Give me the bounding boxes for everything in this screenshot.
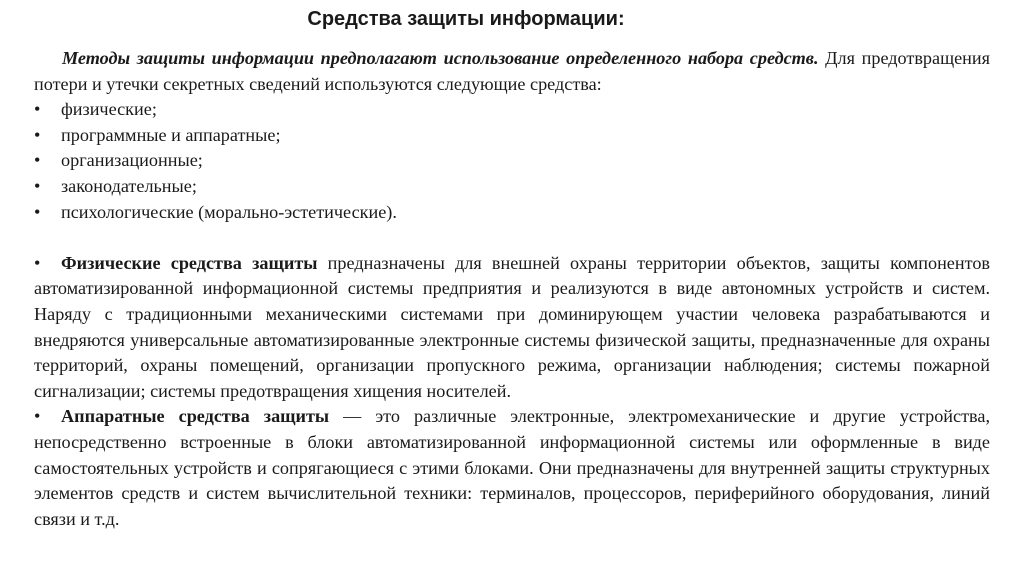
bullet-icon: • <box>34 124 41 145</box>
list-item-text: программные и аппаратные; <box>61 124 281 145</box>
physical-means-text: предназначены для внешней охраны территории объектов, защиты компонентов автоматизированной информационной системы предприятия и реализуются в виде автономных устройств и систем. Наряду с традиционными механическими системами при доминирующем участии человека разрабатываются и внедряются универсальные автоматизированные электронные системы физической защиты, предназначенные для охраны территорий, охраны помещений, организации пропускного режима, организации наблюдения; системы пожарной сигнализации; системы предотвращения хищения носителей. <box>34 252 990 401</box>
list-item <box>34 200 990 226</box>
list-item <box>34 97 990 123</box>
physical-means-paragraph <box>34 251 990 405</box>
intro-paragraph <box>34 46 990 97</box>
list-item <box>34 148 990 174</box>
bullet-icon: • <box>34 252 41 273</box>
bullet-icon: • <box>34 175 41 196</box>
bullet-icon: • <box>34 150 41 171</box>
list-item-text: организационные; <box>61 150 203 171</box>
bullet-icon: • <box>34 201 41 222</box>
intro-emphasis: Методы защиты информации предполагают использование определенного набора средств. <box>62 48 819 68</box>
bullet-icon: • <box>34 406 41 427</box>
spacer <box>34 225 990 251</box>
list-item-text: законодательные; <box>61 175 197 196</box>
list-item-text: психологические (морально-эстетические). <box>61 201 397 222</box>
hardware-means-term: Аппаратные средства защиты <box>61 406 330 427</box>
intro-text: Для предотвращения потери и утечки секретных сведений используются следующие средства: <box>34 48 990 94</box>
page-title: Средства защиты информации: <box>307 8 625 30</box>
hardware-means-text: — это различные электронные, электромеханические и другие устройства, непосредственно встроенные в блоки автоматизированной информационной системы или оформленные в виде самостоятельных устройств и сопрягающиеся с этими блоками. Они предназначены для внутренней защиты структурных элементов средств и систем вычислительной техники: терминалов, процессоров, периферийного оборудования, линий связи и т.д. <box>34 406 991 529</box>
bullet-icon: • <box>34 99 41 120</box>
document-body <box>34 46 990 532</box>
list-item-text: физические; <box>61 99 157 120</box>
list-item <box>34 123 990 149</box>
hardware-means-paragraph <box>34 404 990 532</box>
physical-means-term: Физические средства защиты <box>61 252 318 273</box>
list-item <box>34 174 990 200</box>
means-list <box>34 97 990 225</box>
